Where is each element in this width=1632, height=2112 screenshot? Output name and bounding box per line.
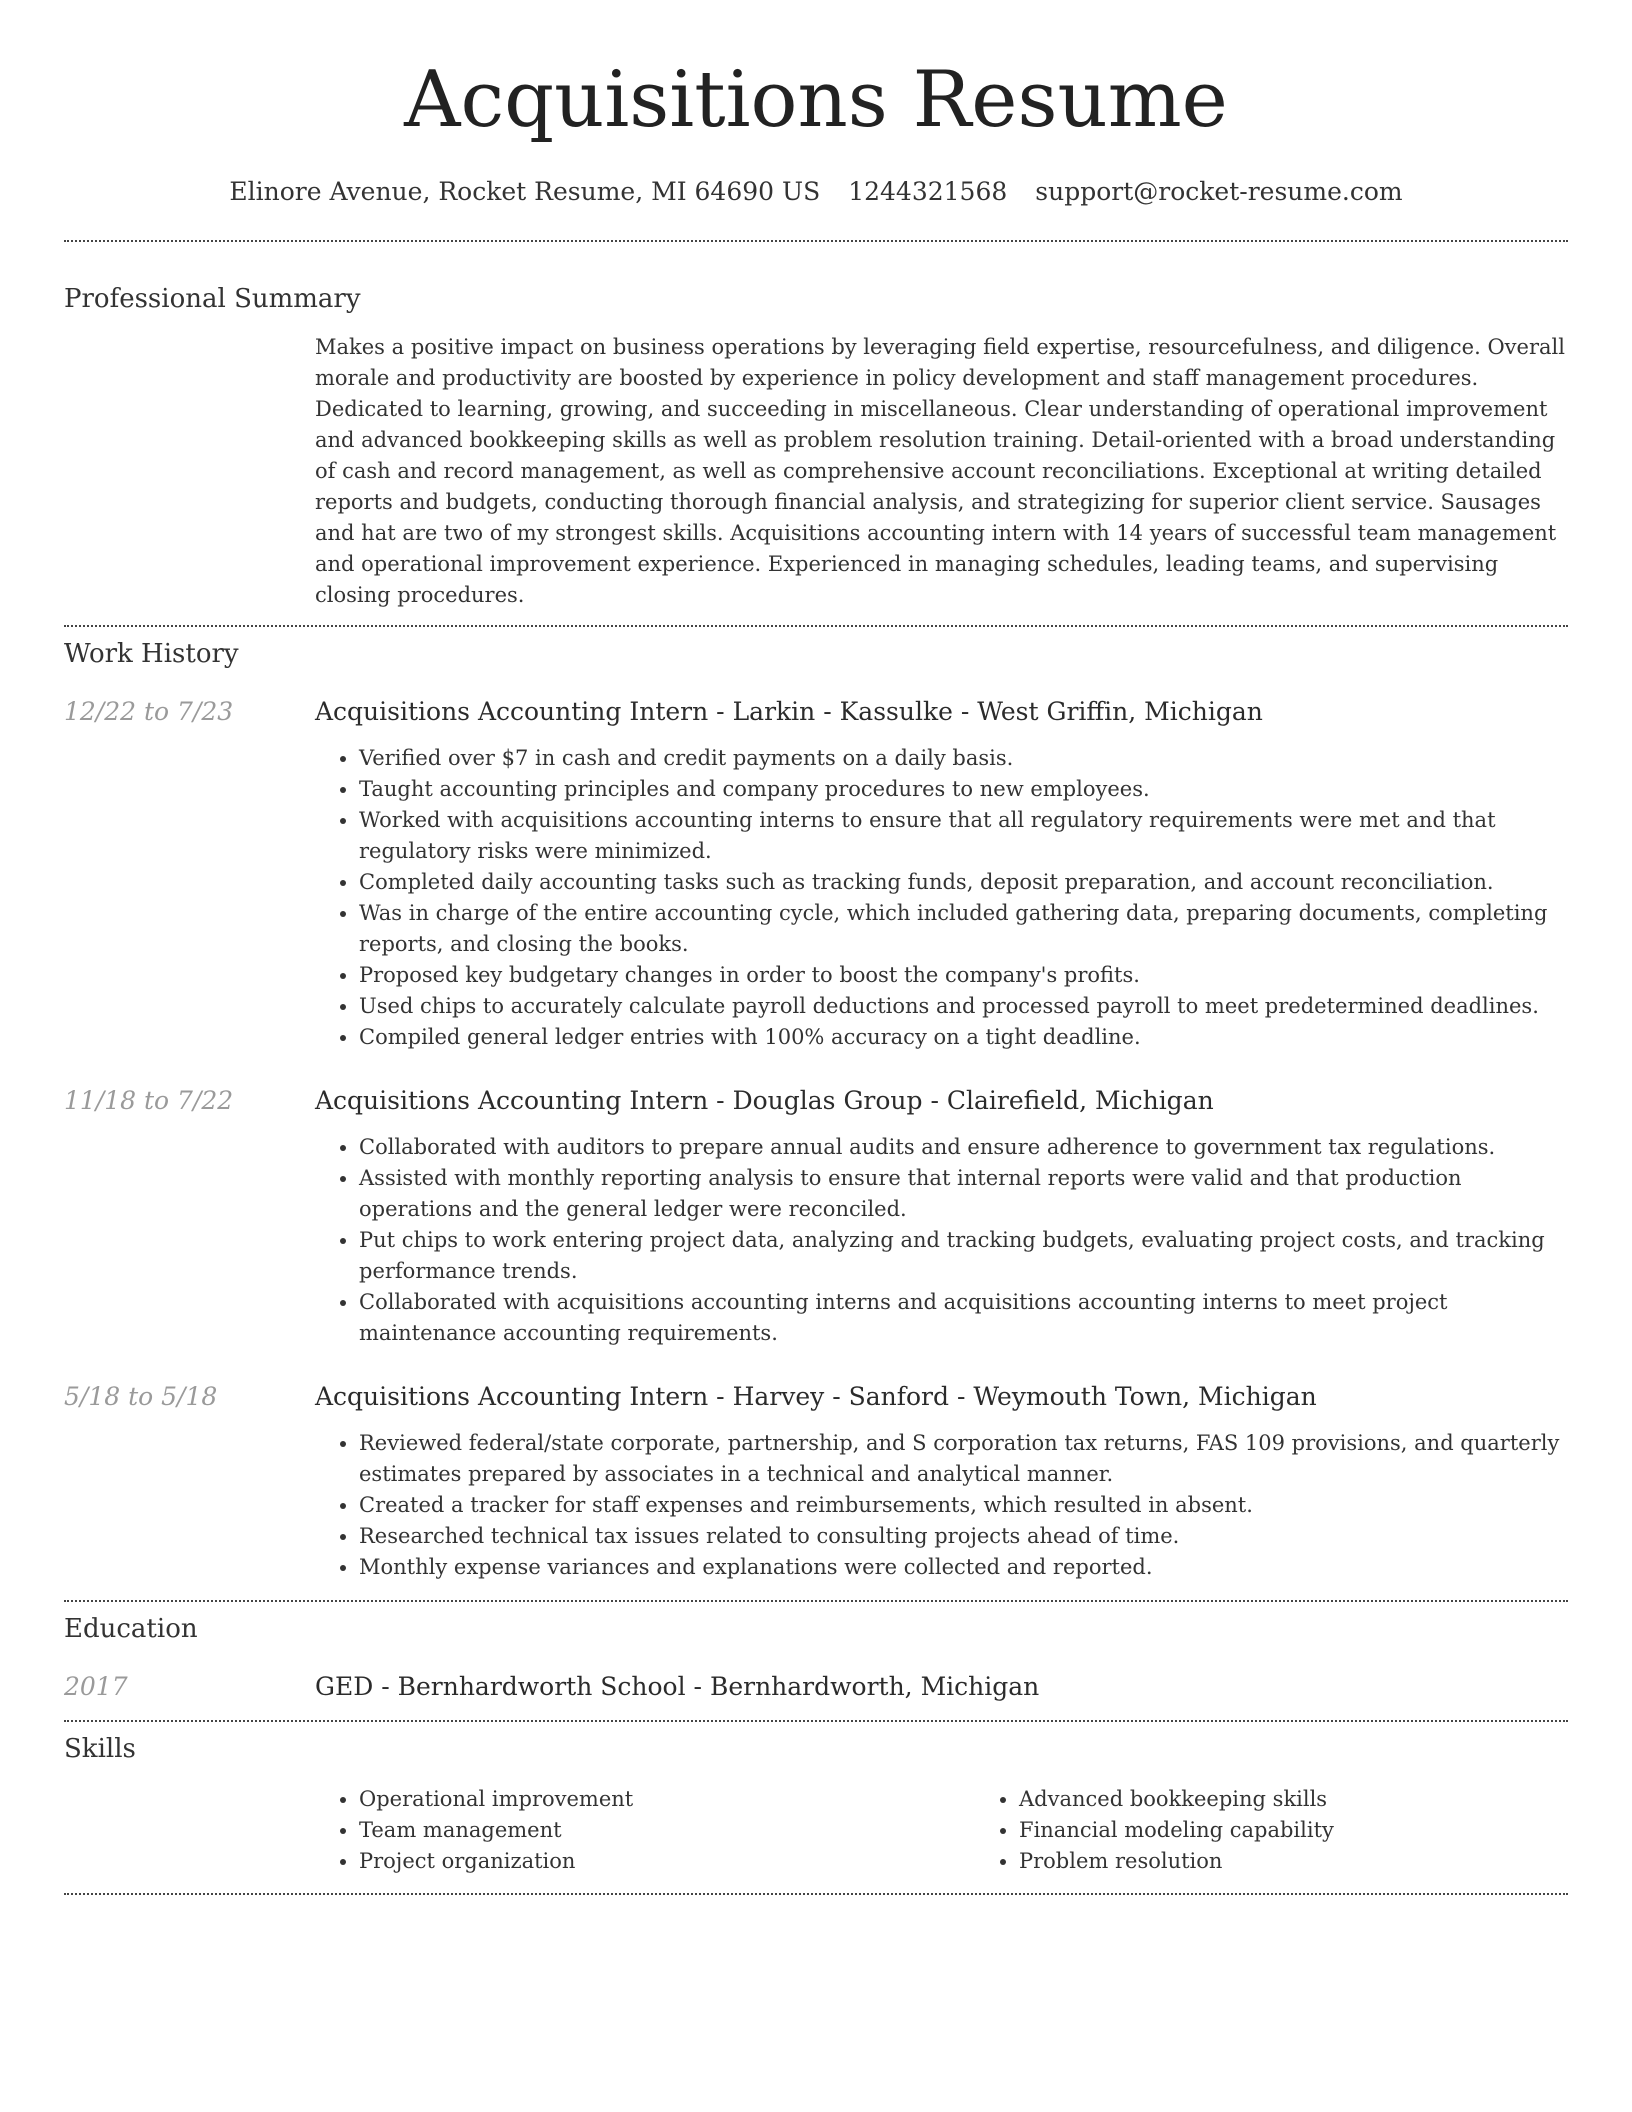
job-bullet: • Collaborated with auditors to prepare annual audits and ensure adherence to government tax regulations. xyxy=(359,1132,1568,1163)
divider xyxy=(64,1893,1568,1895)
job-bullet: • Verified over $7 in cash and credit payments on a daily basis. xyxy=(359,743,1568,774)
skills-list-right xyxy=(975,1784,1632,1877)
job-bullet: • Was in charge of the entire accounting cycle, which included gathering data, preparing documents, completing reports, and closing the books. xyxy=(359,898,1568,960)
contact-line xyxy=(64,176,1568,208)
divider xyxy=(64,240,1568,242)
skill-item: • Operational improvement xyxy=(359,1784,975,1815)
job-bullet: • Taught accounting principles and company procedures to new employees. xyxy=(359,774,1568,805)
job-dates: 12/22 to 7/23 xyxy=(64,697,234,726)
divider xyxy=(64,1720,1568,1722)
job-dates: 11/18 to 7/22 xyxy=(64,1086,234,1115)
job-heading: Acquisitions Accounting Intern - Harvey - Sanford - Weymouth Town, Michigan xyxy=(315,1382,1317,1411)
summary-row xyxy=(64,332,1568,611)
job-list xyxy=(64,695,1568,1583)
skill-item: • Problem resolution xyxy=(1019,1846,1632,1877)
job-bullet: • Worked with acquisitions accounting interns to ensure that all regulatory requirements were met and that regulatory risks were minimized. xyxy=(359,805,1568,867)
section-title-skills: Skills xyxy=(64,1734,136,1764)
job-bullet: • Reviewed federal/state corporate, partnership, and S corporation tax returns, FAS 109 provisions, and quarterly estimates prepared by associates in a technical and analytical manner. xyxy=(359,1428,1568,1490)
job-bullet: • Created a tracker for staff expenses and reimbursements, which resulted in absent. xyxy=(359,1490,1568,1521)
job-bullet: • Completed daily accounting tasks such as tracking funds, deposit preparation, and account reconciliation. xyxy=(359,867,1568,898)
skill-item: • Financial modeling capability xyxy=(1019,1815,1632,1846)
job-bullet: • Researched technical tax issues related to consulting projects ahead of time. xyxy=(359,1521,1568,1552)
job-bullet: • Proposed key budgetary changes in order to boost the company's profits. xyxy=(359,960,1568,991)
skill-item: • Advanced bookkeeping skills xyxy=(1019,1784,1632,1815)
section-title-work: Work History xyxy=(64,639,239,669)
resume-title: Acquisitions Resume xyxy=(404,55,1228,145)
skills-row xyxy=(64,1784,1568,1877)
job-bullet: • Monthly expense variances and explanations were collected and reported. xyxy=(359,1552,1568,1583)
skills-columns xyxy=(315,1784,1632,1877)
section-title-summary: Professional Summary xyxy=(64,284,361,314)
job-bullet: • Collaborated with acquisitions accounting interns and acquisitions accounting interns to meet project maintenance accounting requirements. xyxy=(359,1287,1568,1349)
section-title-education: Education xyxy=(64,1614,198,1644)
education-degree: GED - Bernhardworth School - Bernhardworth, Michigan xyxy=(315,1672,1040,1701)
job-dates: 5/18 to 5/18 xyxy=(64,1382,218,1411)
skill-item: • Project organization xyxy=(359,1846,975,1877)
summary-text: Makes a positive impact on business operations by leveraging field expertise, resourcefulness, and diligence. Overall morale and productivity are boosted by experience in policy development and staff management procedures. Dedicated to learning, growing, and succeeding in miscellaneous. Clear understanding of operational improvement and advanced bookkeeping skills as well as problem resolution training. Detail-oriented with a broad understanding of cash and record management, as well as comprehensive account reconciliations. Exceptional at writing detailed reports and budgets, conducting thorough financial analysis, and strategizing for superior client service. Sausages and hat are two of my strongest skills. Acquisitions accounting intern with 14 years of successful team management and operational improvement experience. Experienced in managing schedules, leading teams, and supervising closing procedures. xyxy=(315,335,1565,607)
contact-address: Elinore Avenue, Rocket Resume, MI 64690 US xyxy=(229,177,821,206)
job-bullet: • Assisted with monthly reporting analysis to ensure that internal reports were valid and that production operations and the general ledger were reconciled. xyxy=(359,1163,1568,1225)
job-bullet: • Put chips to work entering project data, analyzing and tracking budgets, evaluating project costs, and tracking performance trends. xyxy=(359,1225,1568,1287)
education-row xyxy=(64,1670,1568,1704)
job-entry xyxy=(64,1380,1568,1583)
education-year: 2017 xyxy=(64,1672,128,1701)
job-bullet-list xyxy=(315,1132,1568,1349)
skill-item: • Team management xyxy=(359,1815,975,1846)
contact-email: support@rocket-resume.com xyxy=(1035,177,1403,206)
job-entry xyxy=(64,1084,1568,1349)
divider xyxy=(64,1600,1568,1602)
job-entry xyxy=(64,695,1568,1053)
skills-list-left xyxy=(315,1784,975,1877)
job-bullet-list xyxy=(315,1428,1568,1583)
job-bullet: • Used chips to accurately calculate payroll deductions and processed payroll to meet predetermined deadlines. xyxy=(359,991,1568,1022)
contact-phone: 1244321568 xyxy=(848,177,1008,206)
job-bullet-list xyxy=(315,743,1568,1053)
job-heading: Acquisitions Accounting Intern - Douglas Group - Clairefield, Michigan xyxy=(315,1086,1214,1115)
divider xyxy=(64,625,1568,627)
job-bullet: • Compiled general ledger entries with 100% accuracy on a tight deadline. xyxy=(359,1022,1568,1053)
job-heading: Acquisitions Accounting Intern - Larkin - Kassulke - West Griffin, Michigan xyxy=(315,697,1263,726)
